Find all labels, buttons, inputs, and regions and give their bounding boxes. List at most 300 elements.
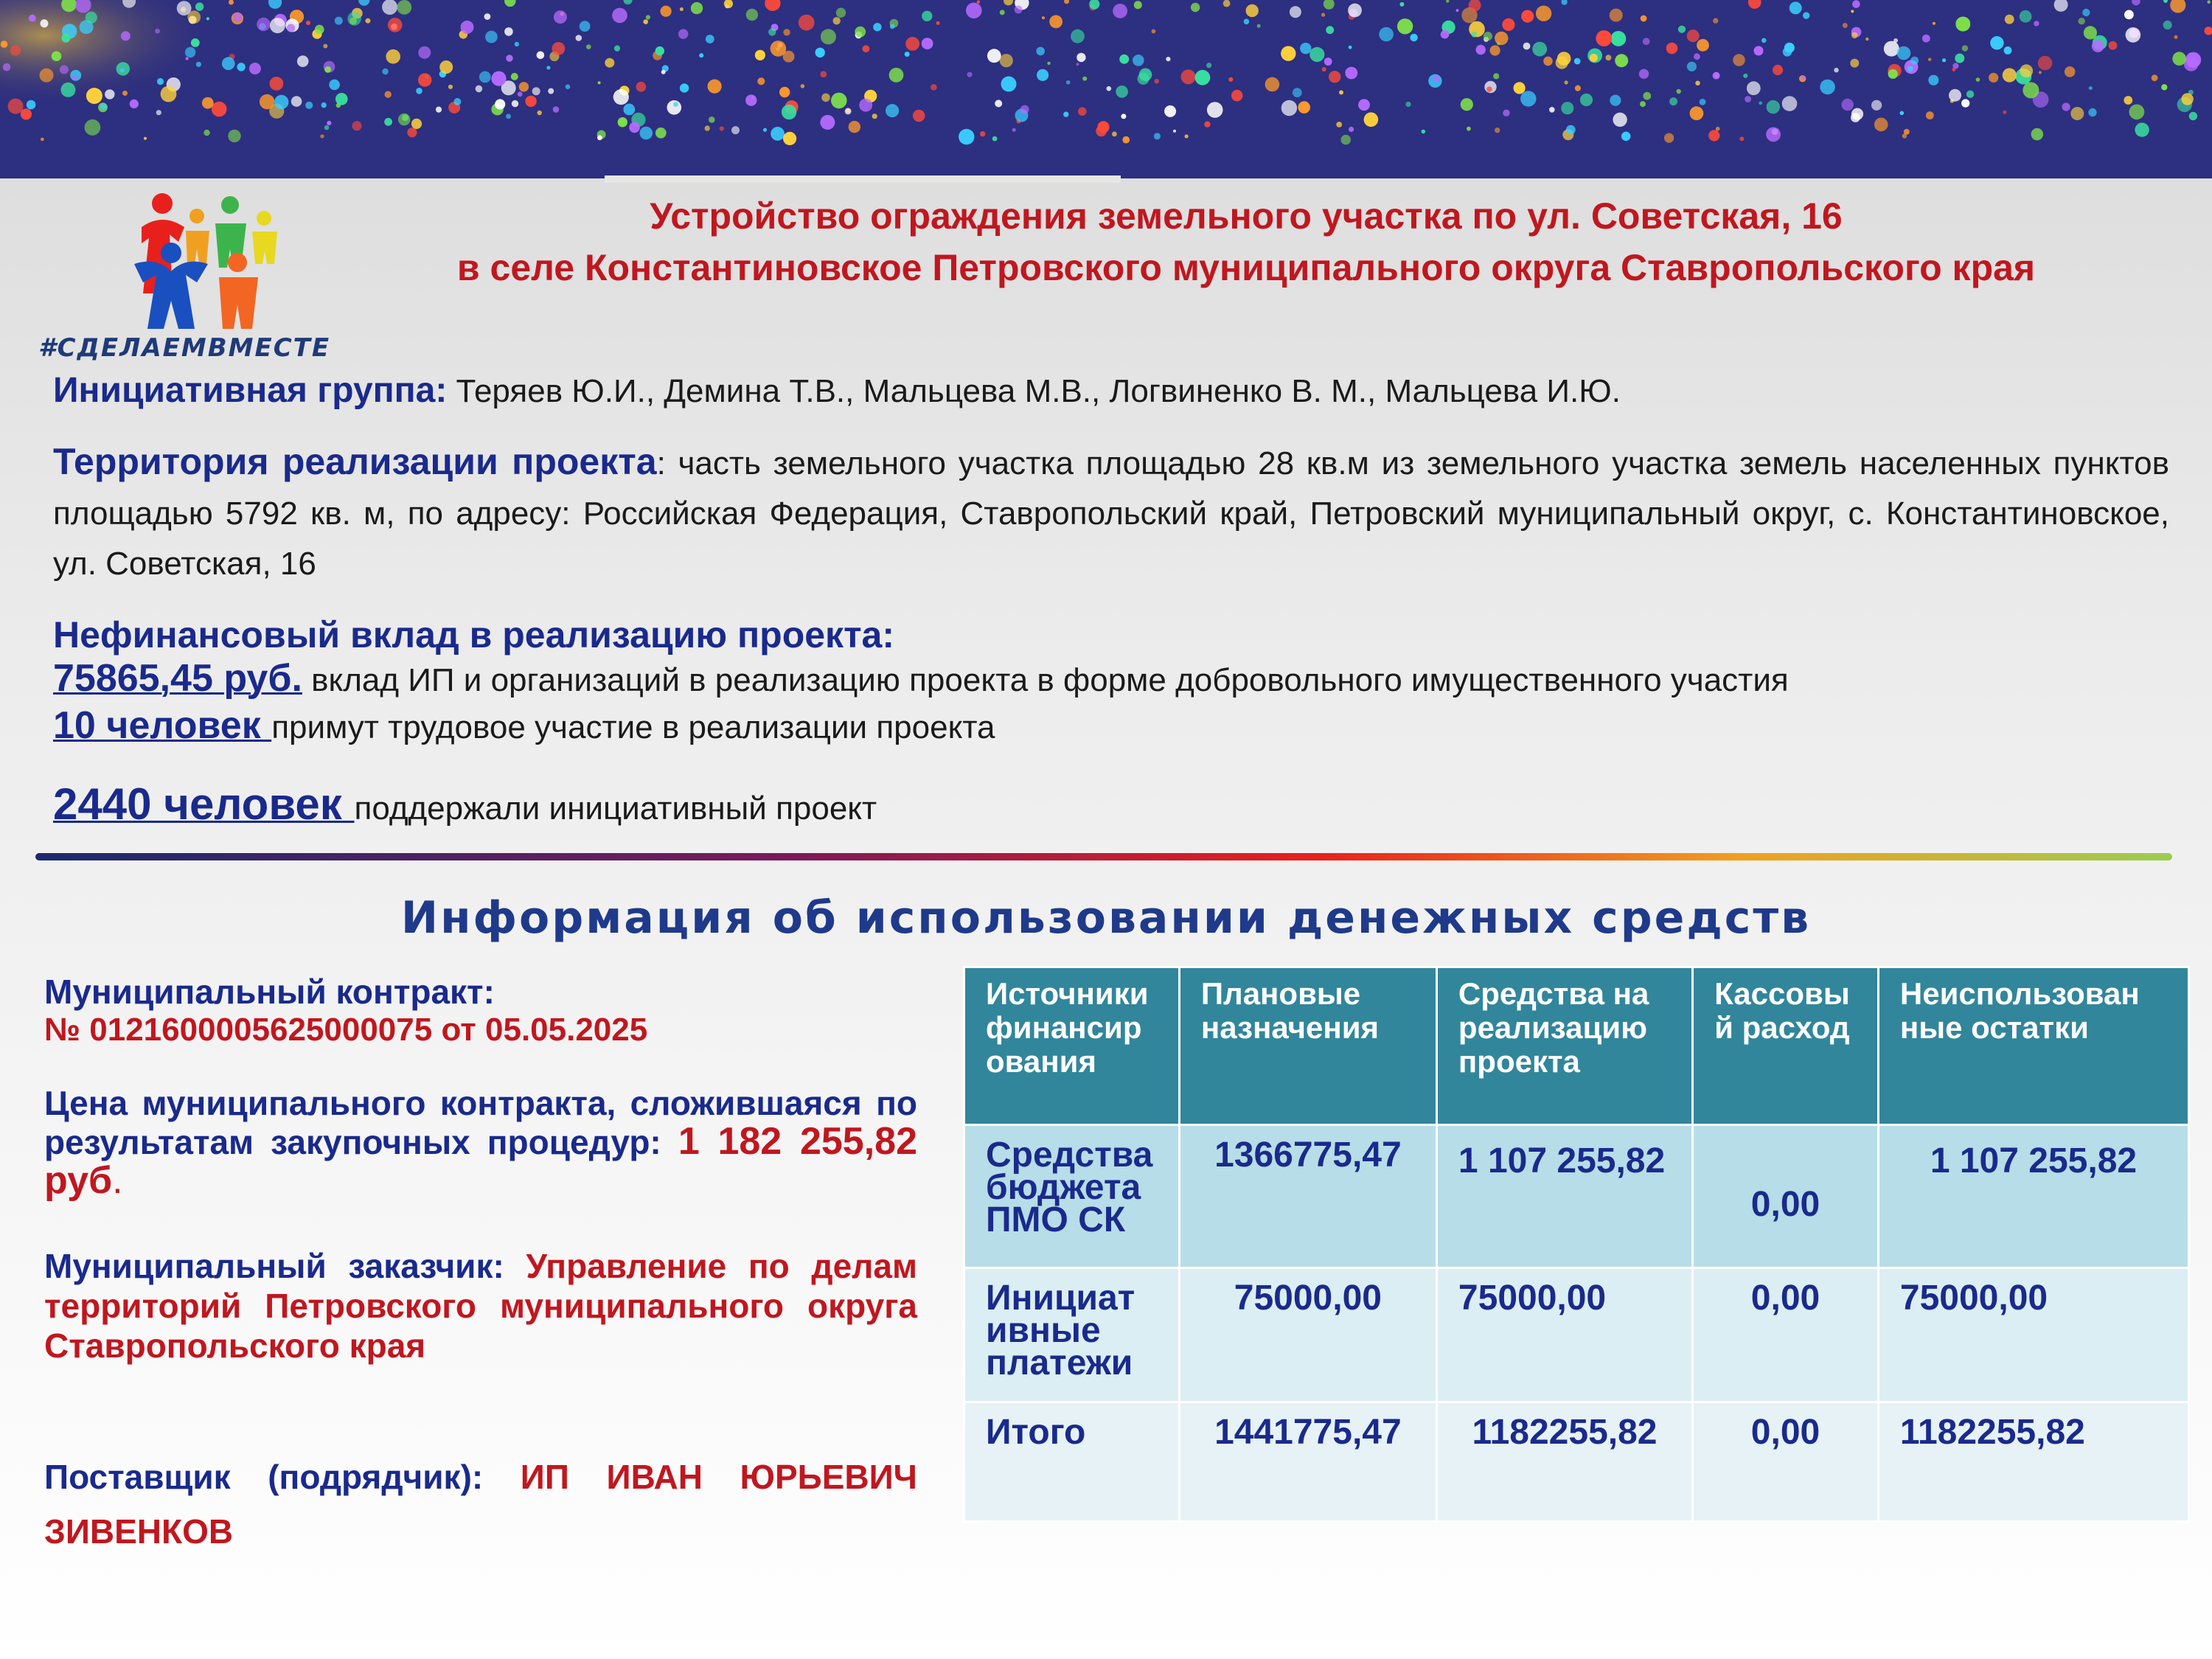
- nonfinancial-people-text: примут трудовое участие в реализации проекта: [271, 709, 995, 745]
- confetti-dot: [1349, 127, 1354, 132]
- confetti-dot: [385, 91, 392, 97]
- confetti-dot: [525, 96, 536, 107]
- supplier: [44, 1450, 917, 1559]
- confetti-dot: [461, 21, 474, 34]
- confetti-dot: [1851, 32, 1858, 39]
- confetti-dot: [1020, 105, 1029, 114]
- confetti-dot: [320, 134, 324, 138]
- confetti-dot: [1181, 69, 1196, 84]
- confetti-dot: [538, 111, 542, 115]
- confetti-dot: [121, 31, 131, 41]
- initiative-group: [53, 370, 1621, 411]
- confetti-dot: [2088, 108, 2096, 116]
- nonfinancial-amount: 75865,45 руб.: [53, 657, 302, 700]
- confetti-dot: [291, 96, 302, 107]
- confetti-dot: [2089, 86, 2093, 90]
- confetti-dot: [1195, 70, 1211, 86]
- confetti-dot: [511, 73, 518, 80]
- confetti-dot: [1185, 134, 1189, 138]
- confetti-dot: [1884, 41, 1899, 57]
- table-cell: 1182255,82: [1878, 1402, 2188, 1522]
- confetti-dot: [2038, 56, 2053, 71]
- confetti-dot: [815, 48, 825, 58]
- confetti-dot: [537, 52, 545, 60]
- confetti-dot: [204, 130, 209, 136]
- confetti-dot: [324, 66, 331, 73]
- confetti-dot: [386, 49, 400, 64]
- confetti-dot: [1523, 43, 1531, 50]
- confetti-dot: [1281, 46, 1295, 60]
- confetti-dot: [196, 62, 201, 67]
- confetti-dot: [453, 98, 461, 105]
- confetti-dot: [1036, 47, 1045, 56]
- confetti-dot: [388, 18, 403, 32]
- table-header-row: [964, 967, 2189, 1125]
- confetti-dot: [85, 119, 101, 136]
- confetti-dot: [2062, 102, 2070, 111]
- confetti-dot: [554, 10, 567, 24]
- confetti-dot: [1012, 128, 1016, 132]
- confetti-dot: [1678, 26, 1686, 33]
- confetti-dot: [1851, 108, 1863, 120]
- confetti-dot: [872, 114, 877, 119]
- confetti-dot: [746, 9, 758, 21]
- confetti-dot: [1082, 77, 1087, 81]
- confetti-dot: [1116, 86, 1128, 98]
- confetti-dot: [1324, 58, 1332, 66]
- confetti-dot: [1326, 26, 1334, 34]
- confetti-dot: [1677, 89, 1681, 94]
- confetti-dot: [1739, 136, 1744, 141]
- confetti-dot: [836, 8, 846, 18]
- confetti-dot: [1520, 91, 1536, 106]
- confetti-dot: [1173, 130, 1176, 133]
- confetti-dot: [1697, 39, 1709, 52]
- confetti-dot: [1155, 79, 1159, 83]
- confetti-dot: [1493, 73, 1499, 79]
- confetti-dot: [27, 100, 36, 110]
- confetti-dot: [186, 57, 189, 60]
- table-row: [964, 1125, 2189, 1268]
- confetti-dot: [61, 34, 70, 43]
- confetti-dot: [546, 66, 550, 69]
- confetti-dot: [1900, 111, 1905, 116]
- confetti-dot: [349, 18, 357, 25]
- confetti-dot: [382, 69, 388, 74]
- confetti-dot: [191, 38, 200, 47]
- table-header-cell: Средства на реализацию проекта: [1436, 967, 1692, 1125]
- confetti-dot: [515, 42, 519, 46]
- confetti-dot: [820, 71, 827, 77]
- confetti-dot: [771, 127, 785, 141]
- confetti-decoration: [0, 0, 2212, 178]
- confetti-dot: [959, 129, 974, 145]
- confetti-dot: [1246, 4, 1259, 17]
- table-cell: Средства бюджета ПМО СК: [964, 1125, 1180, 1268]
- confetti-dot: [1349, 46, 1352, 49]
- confetti-dot: [1336, 122, 1342, 128]
- initiative-group-members: Теряев Ю.И., Демина Т.В., Мальцева М.В., Логвиненко В. М., Мальцева И.Ю.: [447, 373, 1621, 409]
- territory-label: Территория реализации проекта: [53, 441, 657, 482]
- nonfinancial-amount-line: [53, 656, 1789, 700]
- confetti-dot: [706, 35, 714, 44]
- confetti-dot: [757, 77, 765, 85]
- contract-price: [44, 1084, 917, 1200]
- confetti-dot: [548, 88, 554, 94]
- confetti-dot: [755, 50, 765, 60]
- contract-label: Муниципальный контракт:: [44, 973, 495, 1011]
- info-heading: Информация об использовании денежных средств: [400, 892, 1812, 944]
- confetti-dot: [2129, 104, 2145, 119]
- gradient-divider: [35, 853, 2172, 860]
- confetti-dot: [614, 46, 620, 52]
- confetti-dot: [1122, 136, 1130, 144]
- confetti-dot: [122, 91, 128, 96]
- confetti-dot: [636, 82, 647, 92]
- confetti-dot: [411, 119, 422, 129]
- confetti-dot: [202, 97, 214, 109]
- confetti-dot: [922, 38, 933, 49]
- confetti-dot: [1207, 102, 1223, 118]
- confetti-dot: [1990, 36, 2003, 49]
- confetti-dot: [157, 78, 164, 85]
- confetti-dot: [661, 70, 666, 74]
- confetti-dot: [1605, 55, 1611, 60]
- table-row: [964, 1268, 2189, 1402]
- confetti-dot: [1503, 110, 1509, 116]
- table-cell: 0,00: [1693, 1402, 1879, 1522]
- confetti-dot: [905, 37, 919, 51]
- confetti-dot: [1641, 15, 1647, 22]
- confetti-dot: [1615, 54, 1628, 67]
- confetti-dot: [1852, 0, 1860, 8]
- table-cell: Инициат ивные платежи: [964, 1268, 1180, 1402]
- confetti-dot: [2039, 71, 2042, 74]
- confetti-dot: [1364, 112, 1379, 127]
- confetti-dot: [1228, 77, 1233, 82]
- title-line-1: Устройство ограждения земельного участка по ул. Советская, 16: [650, 195, 1843, 237]
- confetti-dot: [859, 99, 872, 112]
- confetti-dot: [1164, 105, 1176, 117]
- confetti-dot: [297, 55, 309, 67]
- confetti-dot: [779, 87, 790, 97]
- confetti-dot: [2161, 84, 2167, 90]
- confetti-dot: [1152, 29, 1156, 34]
- confetti-dot: [1850, 59, 1859, 68]
- confetti-dot: [873, 23, 881, 31]
- confetti-dot: [1745, 96, 1751, 102]
- confetti-dot: [2079, 18, 2085, 24]
- confetti-dot: [407, 128, 417, 137]
- supporters-line: [53, 779, 877, 830]
- confetti-dot: [922, 11, 932, 21]
- confetti-dot: [992, 136, 998, 142]
- confetti-dot: [680, 83, 689, 92]
- confetti-dot: [1514, 82, 1526, 94]
- confetti-dot: [335, 17, 343, 25]
- confetti-dot: [1119, 55, 1129, 64]
- confetti-dot: [849, 121, 860, 133]
- confetti-dot: [512, 100, 518, 107]
- confetti-dot: [495, 99, 505, 109]
- confetti-dot: [966, 3, 982, 19]
- nonfinancial-heading: Нефинансовый вклад в реализацию проекта:: [53, 614, 895, 655]
- confetti-dot: [130, 100, 139, 108]
- supporters-count: 2440 человек: [53, 779, 355, 829]
- confetti-dot: [1134, 1, 1142, 9]
- confetti-dot: [1471, 32, 1477, 38]
- confetti-dot: [448, 85, 453, 89]
- confetti-dot: [783, 29, 790, 35]
- confetti-dot: [566, 84, 571, 89]
- confetti-dot: [10, 45, 21, 56]
- confetti-dot: [673, 102, 678, 107]
- confetti-dot: [1113, 4, 1127, 18]
- confetti-dot: [1015, 6, 1023, 14]
- confetti-dot: [967, 72, 973, 77]
- confetti-dot: [618, 117, 627, 127]
- confetti-dot: [1476, 45, 1486, 55]
- confetti-dot: [327, 121, 331, 125]
- confetti-dot: [2163, 21, 2172, 29]
- confetti-dot: [1747, 81, 1761, 95]
- confetti-dot: [1397, 18, 1413, 34]
- confetti-dot: [398, 114, 411, 126]
- confetti-dot: [820, 115, 835, 130]
- confetti-dot: [1613, 113, 1627, 127]
- confetti-dot: [1966, 91, 1974, 98]
- confetti-dot: [1820, 80, 1835, 95]
- confetti-dot: [195, 2, 204, 10]
- confetti-dot: [306, 21, 310, 25]
- confetti-dot: [476, 86, 483, 93]
- confetti-dot: [1138, 73, 1150, 85]
- confetti-dot: [1695, 81, 1700, 86]
- confetti-dot: [1049, 15, 1062, 29]
- confetti-dot: [552, 42, 566, 55]
- confetti-dot: [1803, 12, 1809, 18]
- page-title: [317, 190, 2175, 293]
- confetti-dot: [2109, 41, 2118, 50]
- confetti-dot: [720, 126, 724, 131]
- confetti-dot: [1422, 130, 1426, 134]
- confetti-dot: [249, 63, 261, 74]
- confetti-dot: [321, 102, 327, 108]
- contract-number: № 0121600005625000075 от 05.05.2025: [44, 1012, 648, 1048]
- confetti-dot: [745, 94, 757, 105]
- supporters-text: поддержали инициативный проект: [354, 790, 877, 827]
- confetti-dot: [60, 83, 75, 97]
- confetti-dot: [1955, 17, 1970, 32]
- confetti-dot: [1942, 58, 1946, 62]
- customer-value: Управление по делам территорий Петровского муниципального округа Ставропольского края: [44, 1247, 917, 1365]
- confetti-dot: [1910, 57, 1919, 65]
- confetti-dot: [586, 44, 591, 49]
- supplier-value: ИП ИВАН ЮРЬЕВИЧ ЗИВЕНКОВ: [44, 1458, 917, 1551]
- confetti-dot: [1949, 89, 1961, 102]
- confetti-dot: [980, 131, 985, 136]
- contract-price-value: 1 182 255,82 руб: [44, 1120, 917, 1202]
- confetti-dot: [1358, 99, 1370, 111]
- confetti-dot: [366, 18, 371, 24]
- confetti-dot: [2189, 112, 2197, 120]
- confetti-dot: [1713, 72, 1720, 80]
- confetti-dot: [519, 82, 529, 91]
- confetti-dot: [661, 6, 672, 17]
- confetti-dot: [2174, 35, 2178, 39]
- confetti-dot: [1580, 94, 1593, 106]
- confetti-dot: [1834, 68, 1838, 72]
- confetti-dot: [1405, 102, 1411, 107]
- confetti-dot: [1952, 68, 1955, 72]
- confetti-dot: [1761, 38, 1767, 44]
- confetti-dot: [86, 88, 102, 104]
- confetti-dot: [2172, 52, 2186, 66]
- confetti-dot: [1497, 42, 1500, 46]
- funds-table: [963, 966, 2190, 1523]
- confetti-dot: [576, 35, 582, 41]
- confetti-dot: [1566, 125, 1576, 135]
- confetti-dot: [855, 27, 866, 38]
- confetti-dot: [155, 29, 160, 34]
- confetti-dot: [782, 105, 796, 119]
- confetti-dot: [436, 107, 442, 113]
- confetti-dot: [1687, 29, 1700, 42]
- confetti-dot: [1743, 74, 1747, 78]
- confetti-dot: [553, 106, 560, 113]
- confetti-dot: [1112, 131, 1117, 136]
- confetti-dot: [72, 75, 77, 80]
- confetti-dot: [1928, 58, 1931, 61]
- confetti-dot: [2003, 111, 2006, 114]
- confetti-dot: [2031, 128, 2044, 141]
- confetti-dot: [2023, 82, 2039, 98]
- confetti-dot: [1077, 63, 1079, 66]
- confetti-dot: [315, 25, 324, 35]
- confetti-dot: [1, 41, 8, 48]
- confetti-dot: [640, 127, 653, 140]
- confetti-dot: [1348, 4, 1362, 18]
- confetti-dot: [1590, 54, 1598, 62]
- confetti-dot: [1441, 30, 1450, 39]
- confetti-dot: [1907, 66, 1913, 72]
- municipal-customer: [44, 1246, 917, 1366]
- confetti-dot: [699, 53, 703, 58]
- confetti-dot: [1766, 127, 1781, 142]
- table-cell: 1366775,47: [1179, 1125, 1436, 1268]
- confetti-dot: [1989, 73, 1998, 83]
- confetti-dot: [1265, 77, 1280, 92]
- confetti-dot: [1461, 98, 1473, 111]
- confetti-dot: [336, 103, 341, 108]
- confetti-dot: [1433, 75, 1439, 82]
- confetti-dot: [1339, 90, 1343, 94]
- confetti-dot: [41, 19, 49, 27]
- confetti-dot: [1888, 69, 1898, 79]
- confetti-dot: [1001, 76, 1017, 91]
- confetti-dot: [2065, 66, 2076, 77]
- customer-label: Муниципальный заказчик:: [44, 1247, 526, 1285]
- confetti-dot: [2082, 9, 2090, 16]
- confetti-dot: [144, 137, 147, 140]
- confetti-dot: [2020, 10, 2032, 23]
- confetti-dot: [329, 80, 340, 91]
- confetti-dot: [1543, 57, 1553, 66]
- confetti-dot: [187, 10, 201, 24]
- confetti-dot: [801, 84, 805, 88]
- confetti-dot: [1154, 133, 1161, 139]
- confetti-dot: [1640, 101, 1646, 107]
- confetti-dot: [1521, 10, 1534, 23]
- confetti-dot: [2084, 26, 2097, 39]
- confetti-dot: [105, 89, 114, 99]
- confetti-dot: [1204, 121, 1210, 127]
- confetti-dot: [1871, 100, 1882, 111]
- confetti-dot: [1536, 6, 1551, 21]
- confetti-dot: [768, 28, 776, 35]
- confetti-dot: [8, 99, 24, 114]
- confetti-dot: [2126, 27, 2141, 43]
- confetti-dot: [1379, 27, 1394, 42]
- confetti-dot: [1298, 101, 1310, 114]
- territory: [53, 437, 2169, 589]
- confetti-dot: [1486, 86, 1492, 92]
- confetti-dot: [1713, 18, 1718, 23]
- confetti-dot: [485, 31, 498, 44]
- confetti-dot: [484, 13, 491, 20]
- confetti-dot: [831, 93, 847, 109]
- confetti-dot: [1078, 107, 1087, 116]
- confetti-dot: [1933, 22, 1935, 25]
- confetti-dot: [40, 69, 54, 83]
- confetti-dot: [1293, 88, 1302, 97]
- confetti-dot: [863, 45, 870, 52]
- confetti-dot: [100, 103, 107, 110]
- table-cell: 1 107 255,82: [1878, 1125, 2188, 1268]
- confetti-dot: [705, 125, 710, 131]
- confetti-dot: [1107, 86, 1112, 91]
- confetti-dot: [1610, 9, 1623, 22]
- people-logo-icon: [127, 183, 289, 330]
- confetti-dot: [1063, 111, 1068, 116]
- confetti-dot: [1399, 2, 1404, 7]
- confetti-dot: [936, 21, 940, 25]
- confetti-dot: [1290, 6, 1301, 18]
- confetti-dot: [305, 102, 313, 109]
- confetti-dot: [1071, 29, 1085, 44]
- confetti-dot: [1639, 69, 1649, 79]
- confetti-dot: [384, 118, 392, 126]
- confetti-dot: [2135, 122, 2149, 136]
- confetti-dot: [598, 81, 601, 84]
- confetti-dot: [1557, 52, 1571, 66]
- title-line-2: в селе Константиновское Петровского муниципального округа Ставропольского края: [456, 247, 2036, 288]
- confetti-dot: [1121, 114, 1126, 119]
- confetti-dot: [708, 80, 722, 94]
- table-cell: Итого: [964, 1402, 1180, 1522]
- confetti-dot: [1962, 45, 1968, 51]
- confetti-dot: [1767, 100, 1780, 114]
- confetti-dot: [418, 46, 431, 59]
- table-cell: 1182255,82: [1436, 1402, 1692, 1522]
- top-banner: [0, 0, 2212, 178]
- confetti-dot: [1191, 3, 1200, 12]
- confetti-dot: [1549, 107, 1555, 113]
- confetti-dot: [1340, 135, 1351, 145]
- confetti-dot: [1502, 18, 1514, 31]
- confetti-dot: [1865, 38, 1868, 41]
- confetti-dot: [1690, 106, 1704, 120]
